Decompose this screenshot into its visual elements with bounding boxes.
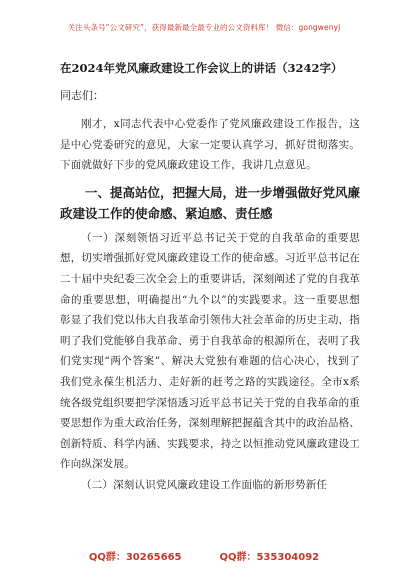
qq-group-2: QQ群：535304092 — [219, 552, 320, 563]
footer-qq-groups — [0, 548, 408, 563]
section-heading-1: 一、提高站位，把握大局，进一步增强做好党风廉政建设工作的使命感、紧迫感、责任感 — [60, 184, 361, 221]
intro-paragraph: 刚才，x同志代表中心党委作了党风廉政建设工作报告，这是中心党委研究的意见，大家一定要认真学习，抓好贯彻落实。下面就做好下步的党风廉政建设工作，我讲几点意见。 — [60, 118, 360, 172]
promo-banner: 关注头条号“公文研究”，获得最新最全最专业的公文资料库！ 微信：gongwenyj — [67, 23, 341, 32]
subsection-paragraph-1: （一）深刻领悟习近平总书记关于党的自我革命的重要思想，切实增强抓好党风廉政建设工作的使命感。习近平总书记在二十届中央纪委三次全会上的重要讲话，深刻阐述了党的自我革命的重要思想，明确提出“九个以”的实践要求。这一重要思想彰显了我们党以伟大自我革命引领伟大社会革命的历史主动，指明了我们党能够自我革命、勇于自我革命的根源所在，表明了我们党实现“两个答案”、解决大党独有难题的信心决心，找到了我们党永葆生机活力、走好新的赶考之路的实践途径。全市x系统各级党组织要把学深悟透习近平总书记关于党的自我革命的重要思想作为重大政治任务，深刻理解把握蕴含其中的政治品格、创新特质、科学内涵、实践要求，持之以恒推动党风廉政建设工作向纵深发展。 — [60, 231, 360, 471]
salutation: 同志们： — [60, 89, 104, 102]
document-body — [60, 60, 360, 496]
subsection-paragraph-2: （二）深刻认识党风廉政建设工作面临的新形势新任 — [81, 478, 328, 491]
qq-group-1: QQ群：30265665 — [88, 552, 182, 563]
document-title: 在2024年党风廉政建设工作会议上的讲话（3242字） — [60, 61, 343, 75]
